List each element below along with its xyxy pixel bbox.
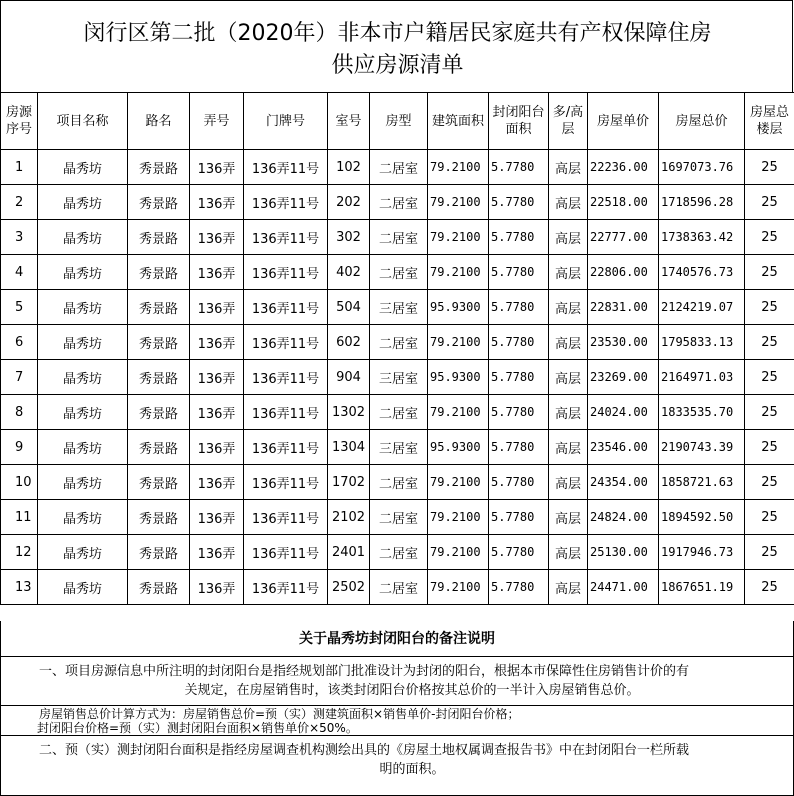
table-cell: 秀景路 xyxy=(128,535,190,570)
column-header: 封闭阳台面积 xyxy=(489,93,549,150)
table-cell: 高层 xyxy=(549,290,588,325)
page-title: 闵行区第二批（2020年）非本市户籍居民家庭共有产权保障住房 xyxy=(83,21,712,46)
table-cell: 102 xyxy=(328,150,370,185)
table-cell: 25 xyxy=(745,220,794,255)
table-cell: 1697073.76 xyxy=(659,150,745,185)
table-cell: 202 xyxy=(328,185,370,220)
table-cell: 4 xyxy=(1,255,38,290)
table-cell: 25 xyxy=(745,185,794,220)
table-cell: 1 xyxy=(1,150,38,185)
table-cell: 904 xyxy=(328,360,370,395)
table-cell: 79.2100 xyxy=(428,325,489,360)
table-cell: 136弄 xyxy=(190,185,244,220)
table-cell: 5.7780 xyxy=(489,570,549,605)
table-cell: 136弄11号 xyxy=(244,430,328,465)
table-cell: 504 xyxy=(328,290,370,325)
table-cell: 1740576.73 xyxy=(659,255,745,290)
table-row xyxy=(1,430,794,465)
table-cell: 79.2100 xyxy=(428,185,489,220)
column-header: 房屋总楼层 xyxy=(745,93,794,150)
column-header: 建筑面积 xyxy=(428,93,489,150)
table-cell: 1858721.63 xyxy=(659,465,745,500)
table-cell: 8 xyxy=(1,395,38,430)
table-row xyxy=(1,325,794,360)
table-cell: 秀景路 xyxy=(128,465,190,500)
table-cell: 三居室 xyxy=(370,290,428,325)
table-cell: 24824.00 xyxy=(588,500,659,535)
table-cell: 晶秀坊 xyxy=(38,570,128,605)
table-cell: 1894592.50 xyxy=(659,500,745,535)
table-cell: 5.7780 xyxy=(489,500,549,535)
table-cell: 25 xyxy=(745,360,794,395)
table-cell: 136弄11号 xyxy=(244,220,328,255)
table-cell: 22831.00 xyxy=(588,290,659,325)
table-cell: 25 xyxy=(745,255,794,290)
table-cell: 11 xyxy=(1,500,38,535)
table-cell: 晶秀坊 xyxy=(38,185,128,220)
table-cell: 95.9300 xyxy=(428,430,489,465)
table-cell: 136弄11号 xyxy=(244,535,328,570)
table-cell: 晶秀坊 xyxy=(38,325,128,360)
table-cell: 6 xyxy=(1,325,38,360)
table-cell: 2102 xyxy=(328,500,370,535)
table-cell: 三居室 xyxy=(370,430,428,465)
table-cell: 二居室 xyxy=(370,500,428,535)
table-cell: 二居室 xyxy=(370,255,428,290)
column-header: 多/高层 xyxy=(549,93,588,150)
page-subtitle: 供应房源清单 xyxy=(331,53,464,78)
table-cell: 25 xyxy=(745,465,794,500)
table-cell: 3 xyxy=(1,220,38,255)
table-cell: 302 xyxy=(328,220,370,255)
table-cell: 25130.00 xyxy=(588,535,659,570)
column-header: 房屋总价 xyxy=(659,93,745,150)
table-cell: 136弄 xyxy=(190,220,244,255)
table-cell: 秀景路 xyxy=(128,430,190,465)
table-cell: 12 xyxy=(1,535,38,570)
table-row xyxy=(1,150,794,185)
table-cell: 25 xyxy=(745,395,794,430)
table-cell: 136弄11号 xyxy=(244,465,328,500)
table-cell: 23269.00 xyxy=(588,360,659,395)
table-cell: 136弄11号 xyxy=(244,360,328,395)
table-cell: 高层 xyxy=(549,325,588,360)
table-cell: 晶秀坊 xyxy=(38,220,128,255)
table-row xyxy=(1,290,794,325)
table-cell: 1702 xyxy=(328,465,370,500)
table-cell: 22777.00 xyxy=(588,220,659,255)
table-cell: 24024.00 xyxy=(588,395,659,430)
table-cell: 79.2100 xyxy=(428,220,489,255)
table-cell: 高层 xyxy=(549,255,588,290)
table-cell: 秀景路 xyxy=(128,325,190,360)
table-cell: 136弄 xyxy=(190,150,244,185)
table-cell: 5.7780 xyxy=(489,255,549,290)
table-cell: 高层 xyxy=(549,220,588,255)
table-cell: 1304 xyxy=(328,430,370,465)
table-cell: 秀景路 xyxy=(128,150,190,185)
notes-section xyxy=(0,621,794,796)
table-cell: 136弄 xyxy=(190,290,244,325)
table-cell: 高层 xyxy=(549,185,588,220)
table-cell: 136弄11号 xyxy=(244,290,328,325)
table-cell: 136弄 xyxy=(190,325,244,360)
table-cell: 25 xyxy=(745,430,794,465)
table-cell: 5.7780 xyxy=(489,220,549,255)
table-cell: 24354.00 xyxy=(588,465,659,500)
note-2-line-1: 房屋销售总价计算方式为：房屋销售总价=预（实）测建筑面积×销售单价-封闭阳台价格； xyxy=(39,707,520,721)
table-cell: 136弄11号 xyxy=(244,395,328,430)
table-cell: 高层 xyxy=(549,430,588,465)
table-cell: 二居室 xyxy=(370,325,428,360)
table-cell: 1738363.42 xyxy=(659,220,745,255)
table-cell: 25 xyxy=(745,325,794,360)
table-cell: 5.7780 xyxy=(489,465,549,500)
table-cell: 晶秀坊 xyxy=(38,360,128,395)
table-cell: 136弄11号 xyxy=(244,570,328,605)
table-cell: 79.2100 xyxy=(428,395,489,430)
column-header: 弄号 xyxy=(190,93,244,150)
table-cell: 2502 xyxy=(328,570,370,605)
table-cell: 晶秀坊 xyxy=(38,150,128,185)
table-cell: 二居室 xyxy=(370,220,428,255)
note-2-line-2: 封闭阳台价格=预（实）测封闭阳台面积×销售单价×50%。 xyxy=(37,721,358,735)
table-cell: 136弄 xyxy=(190,500,244,535)
table-cell: 二居室 xyxy=(370,150,428,185)
table-cell: 二居室 xyxy=(370,465,428,500)
table-cell: 25 xyxy=(745,150,794,185)
table-cell: 二居室 xyxy=(370,395,428,430)
table-cell: 秀景路 xyxy=(128,185,190,220)
table-cell: 136弄11号 xyxy=(244,500,328,535)
table-cell: 1718596.28 xyxy=(659,185,745,220)
title-block xyxy=(0,0,793,92)
table-cell: 2190743.39 xyxy=(659,430,745,465)
table-cell: 秀景路 xyxy=(128,500,190,535)
table-cell: 5.7780 xyxy=(489,395,549,430)
table-cell: 高层 xyxy=(549,360,588,395)
table-cell: 二居室 xyxy=(370,535,428,570)
column-header: 室号 xyxy=(328,93,370,150)
table-cell: 136弄11号 xyxy=(244,255,328,290)
note-3-line-1: 二、预（实）测封闭阳台面积是指经房屋调查机构测绘出具的《房屋土地权属调查报告书》中在封闭阳台一栏所载 xyxy=(39,743,690,758)
column-header: 房源序号 xyxy=(1,93,38,150)
table-cell: 136弄 xyxy=(190,535,244,570)
table-cell: 高层 xyxy=(549,500,588,535)
table-cell: 高层 xyxy=(549,465,588,500)
table-cell: 秀景路 xyxy=(128,395,190,430)
table-cell: 5.7780 xyxy=(489,430,549,465)
table-cell: 13 xyxy=(1,570,38,605)
table-cell: 79.2100 xyxy=(428,255,489,290)
table-cell: 1917946.73 xyxy=(659,535,745,570)
note-1-line-1: 一、项目房源信息中所注明的封闭阳台是指经规划部门批准设计为封闭的阳台，根据本市保障性住房销售计价的有 xyxy=(39,664,690,679)
table-cell: 三居室 xyxy=(370,360,428,395)
table-cell: 136弄 xyxy=(190,465,244,500)
table-cell: 1795833.13 xyxy=(659,325,745,360)
table-cell: 79.2100 xyxy=(428,500,489,535)
table-cell: 24471.00 xyxy=(588,570,659,605)
table-cell: 2401 xyxy=(328,535,370,570)
table-cell: 晶秀坊 xyxy=(38,465,128,500)
column-header: 门牌号 xyxy=(244,93,328,150)
table-cell: 晶秀坊 xyxy=(38,395,128,430)
table-header-row xyxy=(1,93,794,150)
table-cell: 2124219.07 xyxy=(659,290,745,325)
table-cell: 1867651.19 xyxy=(659,570,745,605)
table-cell: 136弄11号 xyxy=(244,325,328,360)
note-3-line-2: 明的面积。 xyxy=(379,762,445,777)
table-row xyxy=(1,535,794,570)
table-cell: 秀景路 xyxy=(128,255,190,290)
table-cell: 79.2100 xyxy=(428,570,489,605)
table-row xyxy=(1,500,794,535)
table-cell: 秀景路 xyxy=(128,570,190,605)
table-cell: 5.7780 xyxy=(489,150,549,185)
table-cell: 秀景路 xyxy=(128,220,190,255)
table-cell: 79.2100 xyxy=(428,535,489,570)
column-header: 路名 xyxy=(128,93,190,150)
table-cell: 晶秀坊 xyxy=(38,255,128,290)
table-body xyxy=(1,150,794,605)
table-cell: 高层 xyxy=(549,395,588,430)
column-header: 房型 xyxy=(370,93,428,150)
table-cell: 5.7780 xyxy=(489,535,549,570)
table-cell: 晶秀坊 xyxy=(38,500,128,535)
table-cell: 136弄 xyxy=(190,360,244,395)
note-paragraph-1 xyxy=(0,657,794,706)
table-cell: 136弄11号 xyxy=(244,185,328,220)
table-cell: 25 xyxy=(745,535,794,570)
table-cell: 22806.00 xyxy=(588,255,659,290)
table-cell: 5.7780 xyxy=(489,185,549,220)
table-cell: 23530.00 xyxy=(588,325,659,360)
table-cell: 136弄 xyxy=(190,255,244,290)
table-cell: 10 xyxy=(1,465,38,500)
table-cell: 402 xyxy=(328,255,370,290)
table-cell: 1833535.70 xyxy=(659,395,745,430)
table-cell: 高层 xyxy=(549,535,588,570)
table-row xyxy=(1,570,794,605)
table-cell: 秀景路 xyxy=(128,290,190,325)
housing-table xyxy=(0,92,794,605)
table-cell: 高层 xyxy=(549,570,588,605)
table-cell: 1302 xyxy=(328,395,370,430)
table-cell: 25 xyxy=(745,290,794,325)
table-cell: 晶秀坊 xyxy=(38,430,128,465)
table-row xyxy=(1,255,794,290)
table-cell: 136弄 xyxy=(190,430,244,465)
table-cell: 晶秀坊 xyxy=(38,535,128,570)
table-cell: 5 xyxy=(1,290,38,325)
notes-title: 关于晶秀坊封闭阳台的备注说明 xyxy=(0,621,794,657)
table-cell: 2164971.03 xyxy=(659,360,745,395)
table-cell: 9 xyxy=(1,430,38,465)
table-cell: 136弄11号 xyxy=(244,150,328,185)
table-cell: 秀景路 xyxy=(128,360,190,395)
table-cell: 5.7780 xyxy=(489,360,549,395)
note-paragraph-3 xyxy=(0,736,794,796)
table-cell: 22236.00 xyxy=(588,150,659,185)
table-cell: 25 xyxy=(745,570,794,605)
column-header: 项目名称 xyxy=(38,93,128,150)
table-cell: 136弄 xyxy=(190,395,244,430)
table-cell: 79.2100 xyxy=(428,465,489,500)
table-cell: 晶秀坊 xyxy=(38,290,128,325)
table-cell: 136弄 xyxy=(190,570,244,605)
table-row xyxy=(1,360,794,395)
table-cell: 5.7780 xyxy=(489,325,549,360)
table-cell: 79.2100 xyxy=(428,150,489,185)
table-cell: 二居室 xyxy=(370,185,428,220)
table-row xyxy=(1,185,794,220)
table-cell: 22518.00 xyxy=(588,185,659,220)
table-cell: 7 xyxy=(1,360,38,395)
table-cell: 25 xyxy=(745,500,794,535)
table-row xyxy=(1,220,794,255)
table-row xyxy=(1,465,794,500)
note-paragraph-2 xyxy=(0,706,794,736)
table-cell: 5.7780 xyxy=(489,290,549,325)
table-cell: 23546.00 xyxy=(588,430,659,465)
table-cell: 95.9300 xyxy=(428,290,489,325)
table-cell: 602 xyxy=(328,325,370,360)
table-cell: 95.9300 xyxy=(428,360,489,395)
table-cell: 二居室 xyxy=(370,570,428,605)
table-cell: 2 xyxy=(1,185,38,220)
column-header: 房屋单价 xyxy=(588,93,659,150)
note-1-line-2: 关规定，在房屋销售时，该类封闭阳台价格按其总价的一半计入房屋销售总价。 xyxy=(184,683,640,698)
table-row xyxy=(1,395,794,430)
table-cell: 高层 xyxy=(549,150,588,185)
